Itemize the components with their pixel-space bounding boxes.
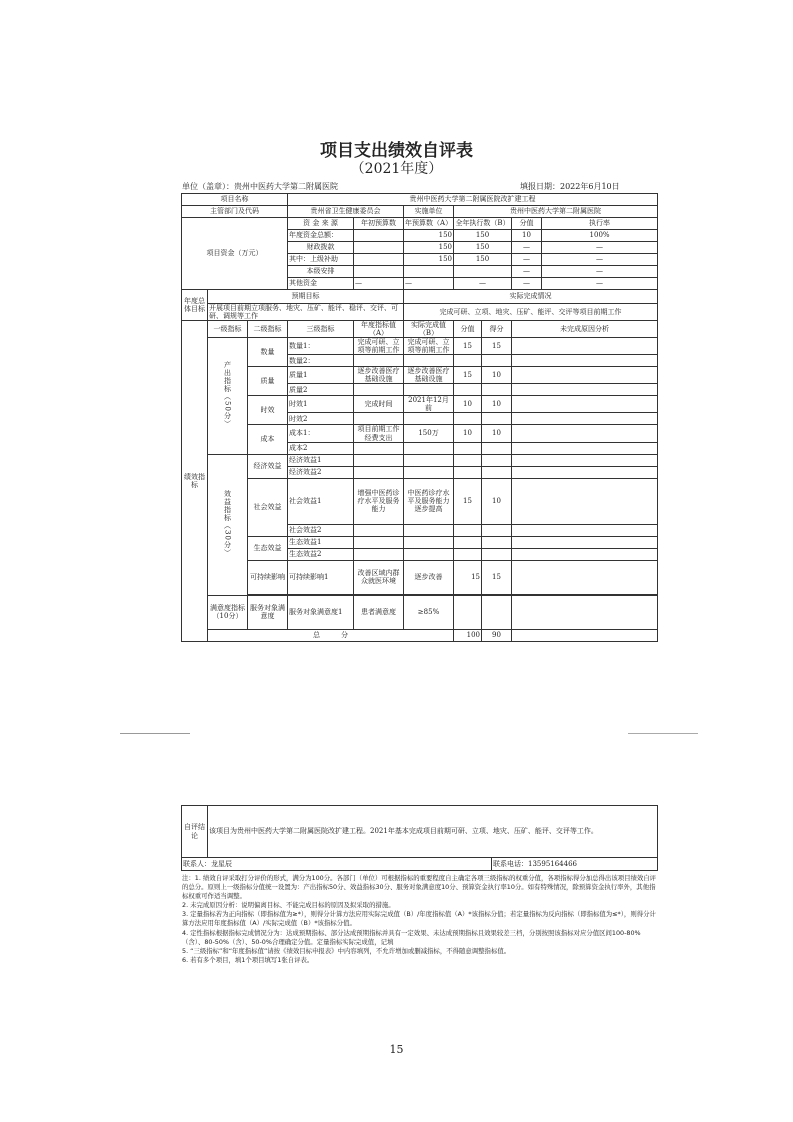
fill-date: 填报日期：2022年6月10日 (520, 182, 620, 191)
funds-row-initial (354, 242, 404, 254)
funds-row-rate: — (542, 242, 658, 254)
scan-divider (120, 733, 190, 734)
satisfaction-indicator-label: 满意度指标（10分） (208, 595, 248, 629)
indicator-name: 经济效益1 (288, 454, 354, 466)
timeliness-label: 时效 (248, 396, 288, 425)
funds-row-score-value: 10 (512, 230, 542, 242)
indicator-actual: ≥85% (404, 595, 454, 629)
note-item: 6. 若有多个项目，填1个项目填写1张自评表。 (182, 955, 314, 964)
expected-target: 开展项目前期立项服务、地灾、压矿、能评、稳评、交评、可研、调规等工作 (208, 304, 404, 321)
indicator-value: 10 (454, 396, 482, 413)
funds-header-score-value: 分值 (512, 218, 542, 230)
funds-header-exec: 全年执行数（B） (454, 218, 512, 230)
ind-header-target: 年度指标值（A） (354, 321, 404, 338)
indicator-name: 社会效益1 (288, 478, 354, 524)
funds-header-rate: 执行率 (542, 218, 658, 230)
funds-row-annual: 150 (404, 242, 454, 254)
indicators-section-label: 绩效指标 (182, 321, 208, 641)
indicator-name: 社会效益2 (288, 524, 354, 536)
overall-label: 年度总体目标 (182, 290, 208, 321)
actual-label: 实际完成情况 (404, 290, 658, 304)
funds-row-name: 年度资金总额： (288, 230, 354, 242)
indicator-name: 生态效益2 (288, 548, 354, 560)
indicator-name: 服务对象满意度1 (288, 595, 354, 629)
indicator-reason (512, 478, 658, 524)
funds-row-score-value: — (512, 242, 542, 254)
conclusion-label: 自评结论 (182, 806, 208, 858)
indicator-target: 逐步改善医疗基础设施 (354, 367, 404, 384)
note-item: 注：1. 绩效自评采取打分评价的形式，满分为100分。各部门（单位）可根据指标的重要程度自主确定各项三级指标的权重分值，各项指标得分加总得出该项目绩效自评的总分。原则上一级指标分值统一设置为：产出指标50分、效益指标30分、服务对象满意度10分、预算资金执行率10分。如有特殊情况，除预算资金执行率外，其他指标权重可作适当调整。 (182, 874, 657, 901)
indicator-target: 患者满意度 (354, 595, 404, 629)
contact-person: 联系人：龙星辰 (182, 858, 492, 871)
indicator-score: 15 (482, 338, 512, 355)
funds-row-rate: — (542, 278, 658, 290)
indicator-score: 10 (482, 425, 512, 442)
funds-row-score-value: — (512, 254, 542, 266)
social-label: 社会效益 (248, 478, 288, 536)
indicator-target: 增强中医药诊疗水平及服务能力 (354, 478, 404, 524)
indicator-reason (512, 367, 658, 384)
benefit-indicator-label (208, 454, 248, 595)
page-number: 15 (389, 1043, 404, 1056)
project-name-label: 项目名称 (182, 194, 288, 206)
dept-value: 贵州省卫生健康委员会 (288, 206, 404, 218)
conclusion-text: 该项目为贵州中医药大学第二附属医院改扩建工程。2021年基本完成项目前期可研、立项、地灾、压矿、能评、交评等工作。 (208, 806, 658, 858)
indicator-name: 经济效益2 (288, 466, 354, 478)
note-item: 4. 定性指标根据指标完成情况分为：达成预期指标、部分达成预期指标并具有一定效果、未达成预期指标且效果较差三档，分别按照该指标对应分值区间100-80%（含）、80-50%（含）、50-0%合理确定分值。定量指标实际完成值，记填 (182, 928, 641, 946)
scan-divider (628, 733, 698, 734)
indicator-name: 质量1 (288, 367, 354, 384)
funds-row-annual: — (404, 278, 454, 290)
funds-row-exec (454, 266, 512, 278)
indicator-name: 数量2： (288, 355, 354, 367)
funds-row-score-value: — (512, 278, 542, 290)
indicator-score: 10 (482, 367, 512, 384)
funds-row-name: 其他资金 (288, 278, 354, 290)
indicator-score: 10 (482, 396, 512, 413)
expected-label: 预期目标 (208, 290, 404, 304)
indicator-reason (512, 425, 658, 442)
indicator-actual: 完成可研、立项等前期工作 (404, 338, 454, 355)
note-item: 2. 未完成原因分析：说明偏离目标、不能完成目标的原因及拟采取的措施。 (182, 901, 395, 910)
note-item: 5. “三级指标”和“年度指标值”请按《绩效目标申报表》中内容填列，不允许增加或删减指标，不得随意调整指标值。 (182, 946, 511, 955)
ind-header-level1: 一级指标 (208, 321, 248, 338)
project-name: 贵州中医药大学第二附属医院改扩建工程 (288, 194, 658, 206)
note-item: 3. 定量指标若为正向指标（即指标值为≥*），则得分计算方法应用实际完成值（B）/年度指标值（A）*该指标分值；若定量指标为反向指标（即指标值为≤*），则得分计算方法应用年度指标值（A）/实际完成值（B）*该指标分值。 (182, 910, 656, 928)
funds-row-name: 其中：上级补助 (288, 254, 354, 266)
funds-row-annual (404, 266, 454, 278)
economic-label: 经济效益 (248, 454, 288, 478)
indicator-target: 完成时间 (354, 396, 404, 413)
funds-row-annual: 150 (404, 254, 454, 266)
indicator-value: 15 (454, 338, 482, 355)
indicator-actual: 中医药诊疗水平及服务能力逐步提高 (404, 478, 454, 524)
indicator-value: 15 (454, 478, 482, 524)
indicator-actual: 150万 (404, 425, 454, 442)
funds-row-initial (354, 230, 404, 242)
funds-row-rate: — (542, 266, 658, 278)
indicator-target: 改善区域内群众就医环境 (354, 560, 404, 594)
funds-header-source: 资 金 来 源 (288, 218, 354, 230)
ind-header-level3: 三级指标 (288, 321, 354, 338)
indicator-name: 生态效益1 (288, 536, 354, 548)
benefit-label-text: 效益指标（30分） (223, 490, 232, 557)
funds-header-annual: 年预算数（A） (404, 218, 454, 230)
unit-line: 单位（盖章）：贵州中医药大学第二附属医院 (182, 182, 338, 191)
indicator-score: 15 (482, 560, 512, 594)
indicator-value: 15 (454, 560, 482, 594)
funds-row-score-value: — (512, 266, 542, 278)
actual-result: 完成可研、立项、地灾、压矿、能评、交评等项目前期工作 (404, 304, 658, 321)
indicator-name: 时效2 (288, 413, 354, 425)
funds-row-rate: 100% (542, 230, 658, 242)
funds-row-rate: — (542, 254, 658, 266)
indicator-actual: 逐步改善 (404, 560, 454, 594)
funds-row-exec: 150 (454, 254, 512, 266)
ind-header-level2: 二级指标 (248, 321, 288, 338)
total-label: 总 分 (208, 629, 454, 641)
funds-row-exec: 150 (454, 230, 512, 242)
notes (182, 874, 660, 965)
indicator-actual: 2021年12月前 (404, 396, 454, 413)
funds-row-exec: 150 (454, 242, 512, 254)
indicator-reason (512, 396, 658, 413)
cost-label: 成本 (248, 425, 288, 454)
output-label-text: 产出指标（50分） (223, 361, 232, 429)
page-subtitle: （2021年度） (350, 161, 443, 177)
indicator-value: 15 (454, 367, 482, 384)
quantity-label: 数量 (248, 338, 288, 367)
indicator-name: 成本1： (288, 425, 354, 442)
ind-header-score: 得分 (482, 321, 512, 338)
funds-row-annual: 150 (404, 230, 454, 242)
conclusion-table (181, 805, 658, 871)
performance-table (181, 193, 658, 642)
indicator-name: 成本2 (288, 442, 354, 454)
quality-label: 质量 (248, 367, 288, 396)
funds-row-exec: — (454, 278, 512, 290)
funds-row-name: 财政拨款 (288, 242, 354, 254)
total-score: 90 (482, 629, 512, 641)
ind-header-actual: 实际完成值（B） (404, 321, 454, 338)
indicator-name: 可持续影响1 (288, 560, 354, 594)
indicator-target: 项目前期工作经费支出 (354, 425, 404, 442)
output-indicator-label (208, 338, 248, 454)
page-title: 项目支出绩效自评表 (320, 141, 473, 161)
indicator-target: 完成可研、立项等前期工作 (354, 338, 404, 355)
indicator-value: 10 (454, 425, 482, 442)
indicator-reason (512, 560, 658, 594)
funds-label: 项目资金（万元） (182, 218, 288, 290)
indicator-score: 10 (482, 478, 512, 524)
funds-row-initial (354, 254, 404, 266)
ind-header-reason: 未完成原因分析 (512, 321, 658, 338)
impl-value: 贵州中医药大学第二附属医院 (454, 206, 658, 218)
indicator-name: 质量2 (288, 384, 354, 396)
funds-header-initial: 年初预算数 (354, 218, 404, 230)
dept-label: 主管部门及代码 (182, 206, 288, 218)
ecological-label: 生态效益 (248, 536, 288, 560)
total-value: 100 (454, 629, 482, 641)
indicator-name: 时效1 (288, 396, 354, 413)
indicator-reason (512, 338, 658, 355)
sustainable-label: 可持续影响 (248, 560, 288, 594)
indicator-actual: 逐步改善医疗基础设施 (404, 367, 454, 384)
satisfaction-label: 服务对象满意度 (248, 595, 288, 629)
funds-row-name: 本级安排 (288, 266, 354, 278)
funds-row-initial (354, 266, 404, 278)
funds-row-initial: — (354, 278, 404, 290)
indicator-name: 数量1： (288, 338, 354, 355)
ind-header-value: 分值 (454, 321, 482, 338)
contact-phone: 联系电话：13595164466 (492, 858, 658, 871)
impl-label: 实施单位 (404, 206, 454, 218)
